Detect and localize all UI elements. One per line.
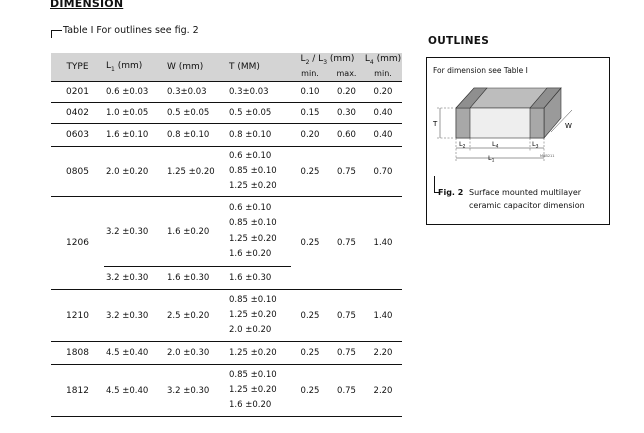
header-l4: $L_4$ (mm) <box>364 54 402 66</box>
cell-w: 2.0 ±0.30 <box>165 342 227 365</box>
cell-l2-min: 0.25 <box>291 290 329 342</box>
header-l1: $L_1$ (mm) <box>104 53 165 82</box>
table-row-0805 <box>51 147 402 197</box>
cell-type: 1206 <box>51 197 104 290</box>
cell-l4-min: 0.40 <box>364 103 402 124</box>
cell-l1: 1.0 ±0.05 <box>104 103 165 124</box>
t-value: 1.25 ±0.20 <box>229 233 277 244</box>
cell-l2-min: 0.25 <box>291 197 329 290</box>
header-w: W (mm) <box>165 53 227 82</box>
cell-type: 0805 <box>51 147 104 197</box>
caption-rule <box>51 30 62 31</box>
cell-t: 1.25 ±0.20 <box>227 342 291 365</box>
label-w: W <box>565 122 572 130</box>
cell-l1: 4.5 ±0.40 <box>104 365 165 417</box>
t-value: 2.0 ±0.20 <box>229 325 272 336</box>
cell-t: 1.6 ±0.30 <box>227 267 291 290</box>
cell-l2-min: 0.25 <box>291 342 329 365</box>
cell-type: 1808 <box>51 342 104 365</box>
cell-l4-min: 0.70 <box>364 147 402 197</box>
table-header-row <box>51 53 402 66</box>
t-value: 0.85 ±0.10 <box>229 218 277 229</box>
cell-t <box>227 197 291 267</box>
cell-l1: 3.2 ±0.30 <box>104 267 165 290</box>
cell-t: 0.3±0.03 <box>227 82 291 103</box>
cell-w: 0.8 ±0.10 <box>165 124 227 147</box>
cell-type: 1210 <box>51 290 104 342</box>
cell-l4-min: 0.40 <box>364 124 402 147</box>
cell-l2-max: 0.75 <box>329 290 364 342</box>
header-max: max. <box>329 66 364 82</box>
table-row-1808 <box>51 342 402 365</box>
outline-note: For dimension see Table I <box>433 66 528 75</box>
cell-l2-max: 0.75 <box>329 197 364 290</box>
label-l3: $L_3$ <box>532 140 539 150</box>
cell-l2-max: 0.75 <box>329 342 364 365</box>
cell-l4-min: 0.20 <box>364 82 402 103</box>
cell-type: 0402 <box>51 103 104 124</box>
t-value: 0.6 ±0.10 <box>229 150 272 161</box>
cell-l1: 1.6 ±0.10 <box>104 124 165 147</box>
cell-w: 0.3±0.03 <box>165 82 227 103</box>
cell-w: 3.2 ±0.30 <box>165 365 227 417</box>
outlines-title: OUTLINES <box>428 35 490 47</box>
header-min: min. <box>291 66 329 82</box>
cell-l1: 2.0 ±0.20 <box>104 147 165 197</box>
caption-tick <box>51 30 52 38</box>
t-value: 0.85 ±0.10 <box>229 294 277 305</box>
cell-l2-min: 0.20 <box>291 124 329 147</box>
t-value: 1.6 ±0.20 <box>229 400 272 411</box>
header-type: TYPE <box>51 53 104 82</box>
left-termination <box>456 108 470 138</box>
table-row-1206 <box>51 197 402 267</box>
label-l4: $L_4$ <box>492 140 499 150</box>
cell-l2-max: 0.75 <box>329 365 364 417</box>
reference-code: MBB211 <box>540 154 555 158</box>
cell-l2-min: 0.10 <box>291 82 329 103</box>
cell-l1: 0.6 ±0.03 <box>104 82 165 103</box>
t-value: 1.25 ±0.20 <box>229 384 277 395</box>
cell-l1: 3.2 ±0.30 <box>104 290 165 342</box>
cell-t <box>227 290 291 342</box>
cell-l4-min: 2.20 <box>364 365 402 417</box>
header-l2-l3: $L_2 / L_3$ (mm) <box>291 53 364 66</box>
section-title: DIMENSION <box>50 0 124 10</box>
table-row-0201 <box>51 82 402 103</box>
cell-l4-min: 1.40 <box>364 197 402 290</box>
t-value: 0.85 ±0.10 <box>229 369 277 380</box>
t-value: 1.25 ±0.20 <box>229 181 277 192</box>
cell-l4-min: 1.40 <box>364 290 402 342</box>
cell-t: 0.5 ±0.05 <box>227 103 291 124</box>
cell-l2-max: 0.20 <box>329 82 364 103</box>
cell-l2-min: 0.25 <box>291 147 329 197</box>
cell-type: 1812 <box>51 365 104 417</box>
figure-label: Fig. 2 <box>438 188 464 197</box>
header-t: T (MM) <box>227 53 291 82</box>
cell-w: 2.5 ±0.20 <box>165 290 227 342</box>
cell-l4-min: 2.20 <box>364 342 402 365</box>
cell-t: 0.8 ±0.10 <box>227 124 291 147</box>
t-value: 1.6 ±0.20 <box>229 248 272 259</box>
header-min2: min. <box>364 66 402 82</box>
cell-l2-max: 0.30 <box>329 103 364 124</box>
cell-l2-max: 0.75 <box>329 147 364 197</box>
table-row-1812 <box>51 365 402 417</box>
capacitor-diagram <box>426 80 610 180</box>
cell-t <box>227 147 291 197</box>
label-l1: $L_1$ <box>488 154 495 164</box>
cell-w: 1.6 ±0.30 <box>165 267 227 290</box>
cell-w: 1.6 ±0.20 <box>165 197 227 267</box>
cell-t <box>227 365 291 417</box>
figure-caption-line1: Surface mounted multilayer <box>469 188 582 197</box>
table-caption: Table I For outlines see fig. 2 <box>63 25 199 36</box>
table-row-1210 <box>51 290 402 342</box>
cell-w: 0.5 ±0.05 <box>165 103 227 124</box>
cell-l1: 4.5 ±0.40 <box>104 342 165 365</box>
figure-caption-line2: ceramic capacitor dimension <box>469 201 585 210</box>
cell-w: 1.25 ±0.20 <box>165 147 227 197</box>
dimension-table <box>51 53 402 417</box>
right-termination <box>530 108 544 138</box>
table-row-0603 <box>51 124 402 147</box>
cell-type: 0201 <box>51 82 104 103</box>
cell-l2-max: 0.60 <box>329 124 364 147</box>
cell-l2-min: 0.15 <box>291 103 329 124</box>
cell-l2-min: 0.25 <box>291 365 329 417</box>
t-value: 1.25 ±0.20 <box>229 309 277 320</box>
label-t: T <box>433 120 438 128</box>
table-row-0402 <box>51 103 402 124</box>
cell-type: 0603 <box>51 124 104 147</box>
label-l2: $L_2$ <box>459 140 466 150</box>
cell-l1: 3.2 ±0.30 <box>104 197 165 267</box>
t-value: 0.6 ±0.10 <box>229 203 272 214</box>
t-value: 0.85 ±0.10 <box>229 165 277 176</box>
